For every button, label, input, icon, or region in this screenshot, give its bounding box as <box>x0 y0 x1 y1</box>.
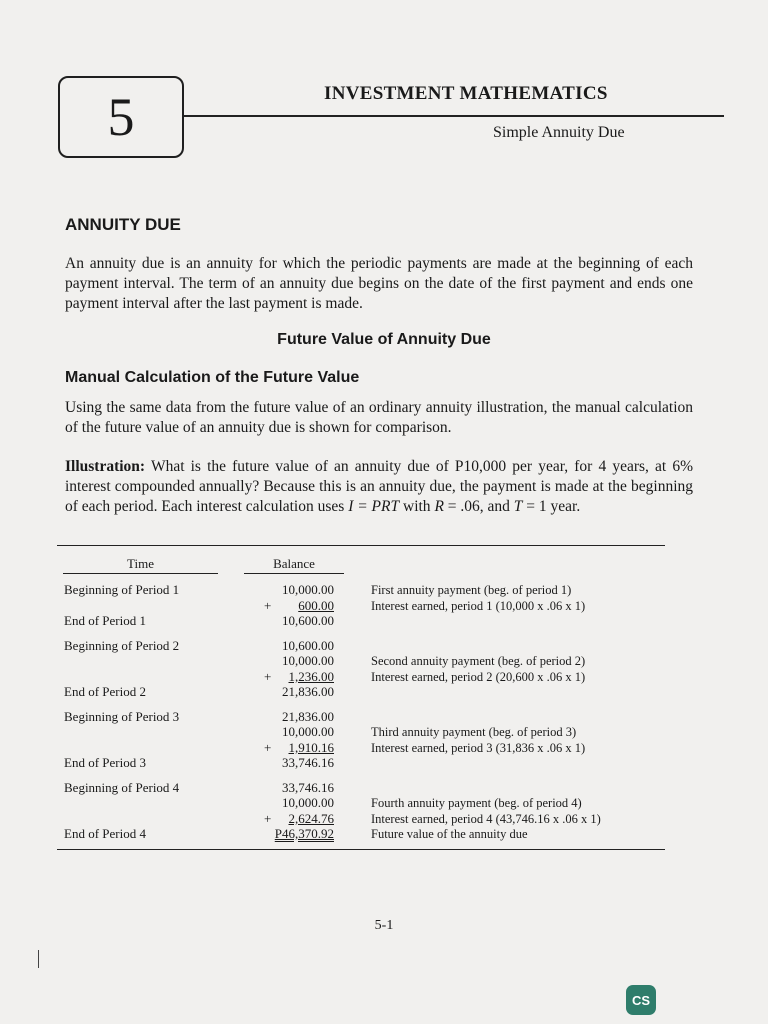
row-balance: 10,600.00 <box>282 613 334 628</box>
illustration-text-d: = 1 year. <box>522 498 581 515</box>
definition-paragraph: An annuity due is an annuity for which the periodic payments are made at the beginning of each payment interval. The term of an annuity due begins on the date of the first payment and ends one payment interval after the last payment is made. <box>65 255 693 312</box>
table-row <box>0 740 768 756</box>
row-balance: 1,236.00 <box>288 669 334 684</box>
table-row <box>0 653 768 669</box>
comparison-paragraph: Using the same data from the future value of an ordinary annuity illustration, the manual calculation of the future value of an annuity due is shown for comparison. <box>65 399 693 436</box>
row-explanation: Future value of the annuity due <box>371 827 528 841</box>
row-balance: 21,836.00 <box>282 684 334 699</box>
chapter-subtitle: Simple Annuity Due <box>493 124 625 141</box>
row-balance: 10,000.00 <box>282 724 334 739</box>
column-header-time: Time <box>127 556 154 571</box>
row-time-label: End of Period 1 <box>64 613 146 628</box>
table-row <box>0 724 768 740</box>
row-time-label: Beginning of Period 4 <box>64 780 180 795</box>
plus-sign: + <box>264 811 272 826</box>
table-row <box>0 755 768 771</box>
row-time-label: End of Period 4 <box>64 826 146 841</box>
row-time-label: Beginning of Period 1 <box>64 582 180 597</box>
row-explanation: First annuity payment (beg. of period 1) <box>371 583 572 597</box>
plus-sign: + <box>264 740 272 755</box>
plus-sign: + <box>264 669 272 684</box>
row-explanation: Third annuity payment (beg. of period 3) <box>371 725 577 739</box>
row-balance: 600.00 <box>298 598 334 613</box>
table-top-rule <box>57 545 665 546</box>
chapter-title: INVESTMENT MATHEMATICS <box>324 83 608 104</box>
table-row <box>0 780 768 796</box>
table-row <box>0 669 768 685</box>
illustration-text-c: = .06, and <box>443 498 514 515</box>
row-balance: 33,746.16 <box>282 755 334 770</box>
chapter-number-box <box>58 76 184 158</box>
table-row <box>0 582 768 598</box>
row-explanation: Fourth annuity payment (beg. of period 4) <box>371 796 582 810</box>
row-balance: 21,836.00 <box>282 709 334 724</box>
row-balance: 33,746.16 <box>282 780 334 795</box>
row-time-label: Beginning of Period 2 <box>64 638 180 653</box>
row-balance: 10,600.00 <box>282 638 334 653</box>
row-balance: 1,910.16 <box>288 740 334 755</box>
table-row <box>0 598 768 614</box>
row-explanation: Interest earned, period 4 (43,746.16 x .06 x 1) <box>371 812 601 826</box>
table-row <box>0 684 768 700</box>
row-balance: 10,000.00 <box>282 582 334 597</box>
row-explanation: Second annuity payment (beg. of period 2) <box>371 654 586 668</box>
row-time-label: End of Period 3 <box>64 755 146 770</box>
illustration-text-a: What is the future value of an annuity due of P10,000 per year, for 4 years, at 6% interest compounded annually? Because this is an annuity due, the payment is made at the beginning of each period. Each interest calculation uses <box>65 458 693 515</box>
page-number: 5-1 <box>374 918 394 933</box>
chapter-number: 5 <box>107 87 135 147</box>
table-row <box>0 709 768 725</box>
camscanner-logo-icon: CS <box>626 985 656 1015</box>
row-balance: 2,624.76 <box>288 811 334 826</box>
table-bottom-rule <box>57 849 665 850</box>
table-row <box>0 811 768 827</box>
table-row <box>0 795 768 811</box>
row-explanation: Interest earned, period 3 (31,836 x .06 x 1) <box>371 741 586 755</box>
illustration-text-b: with <box>399 498 435 515</box>
table-row <box>0 826 768 842</box>
scan-edge-mark <box>38 950 39 968</box>
formula-t: T <box>513 498 523 515</box>
illustration-paragraph <box>65 457 693 517</box>
row-balance: 10,000.00 <box>282 795 334 810</box>
row-time-label: End of Period 2 <box>64 684 146 699</box>
future-value-heading: Future Value of Annuity Due <box>277 331 491 348</box>
interest-formula: I = PRT <box>348 498 400 515</box>
row-time-label: Beginning of Period 3 <box>64 709 180 724</box>
table-row <box>0 613 768 629</box>
header-rule <box>184 115 724 117</box>
row-explanation: Interest earned, period 1 (10,000 x .06 x 1) <box>371 599 586 613</box>
table-row <box>0 638 768 654</box>
illustration-label: Illustration: <box>65 458 146 475</box>
column-header-balance: Balance <box>273 556 315 571</box>
row-explanation: Interest earned, period 2 (20,600 x .06 x 1) <box>371 670 586 684</box>
manual-calculation-heading: Manual Calculation of the Future Value <box>65 369 360 386</box>
row-balance: 10,000.00 <box>282 653 334 668</box>
section-heading: ANNUITY DUE <box>65 215 181 234</box>
balance-header-underline <box>244 573 344 574</box>
row-balance: P46,370.92 <box>274 826 334 841</box>
time-header-underline <box>63 573 218 574</box>
plus-sign: + <box>264 598 272 613</box>
formula-r: R <box>434 498 444 515</box>
